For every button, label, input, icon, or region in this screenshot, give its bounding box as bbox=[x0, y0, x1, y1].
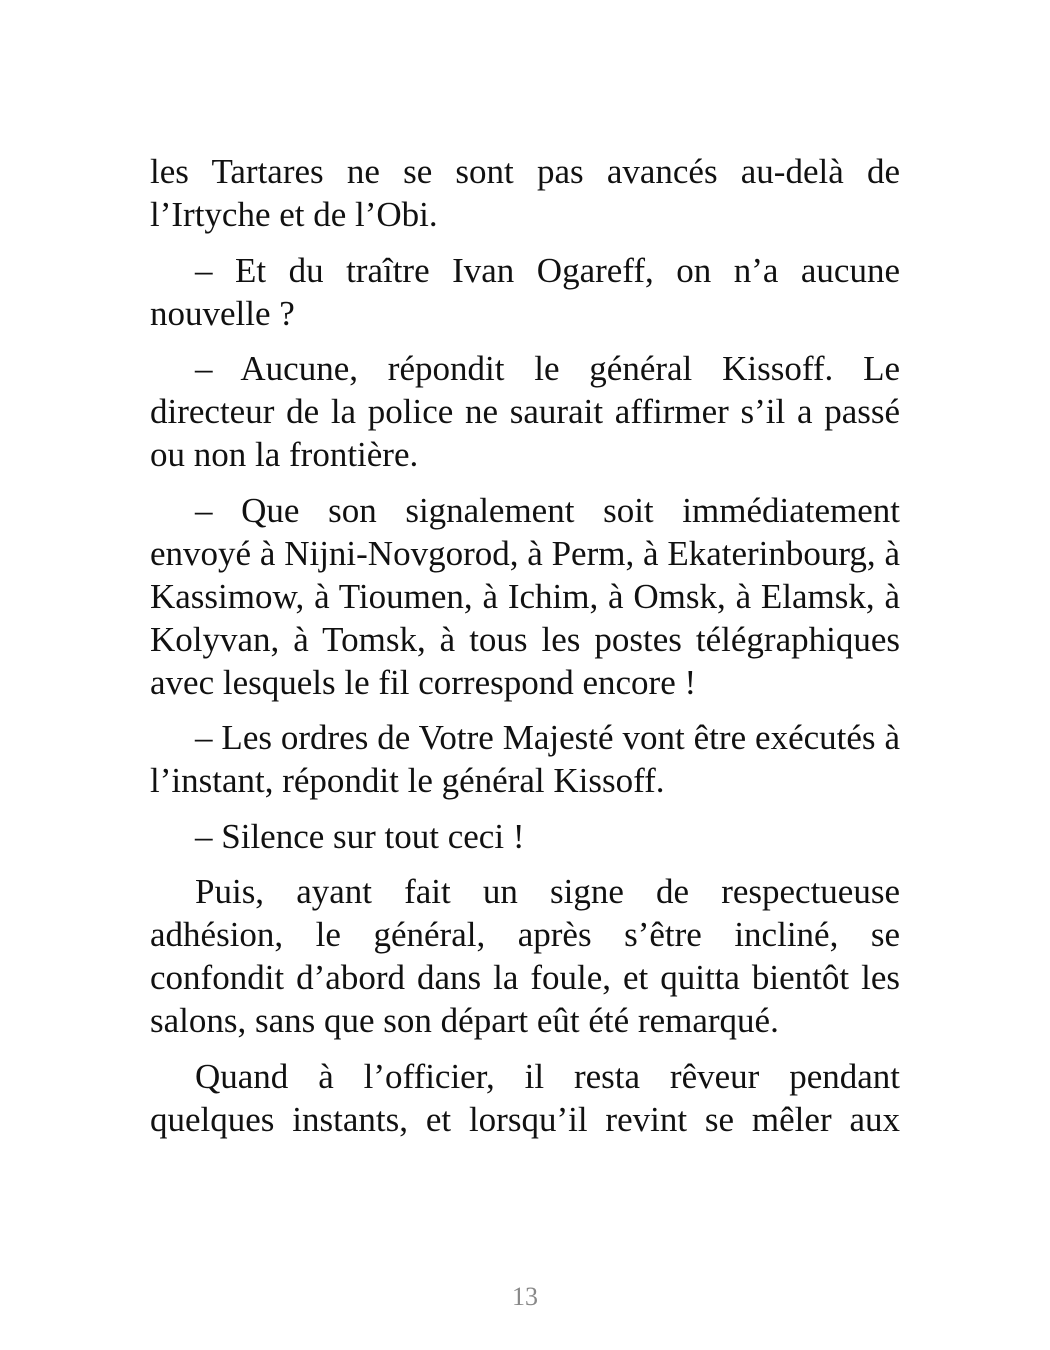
paragraph: – Et du traître Ivan Ogareff, on n’a aucune nouvelle ? bbox=[150, 250, 900, 333]
paragraph: les Tartares ne se sont pas avancés au-delà de l’Irtyche et de l’Obi. bbox=[150, 152, 900, 234]
paragraph: – Que son signalement soit immédiatement envoyé à Nijni-Novgorod, à Perm, à Ekaterinbourg, à Kassimow, à Tioumen, à Ichim, à Omsk, à Elamsk, à Kolyvan, à Tomsk, à tous les postes télégraphiques avec lesquels le fil correspond encore ! bbox=[150, 490, 900, 702]
page-number: 13 bbox=[512, 1282, 538, 1311]
paragraph: Quand à l’officier, il resta rêveur pendant quelques instants, et lorsqu’il revint se mêler aux bbox=[150, 1056, 900, 1139]
page-body bbox=[150, 150, 900, 1153]
paragraph: – Les ordres de Votre Majesté vont être exécutés à l’instant, répondit le général Kissoff. bbox=[150, 718, 900, 800]
paragraph: Puis, ayant fait un signe de respectueuse adhésion, le général, après s’être incliné, se confondit d’abord dans la foule, et quitta bientôt les salons, sans que son départ eût été remarqué. bbox=[150, 872, 900, 1040]
paragraph: – Silence sur tout ceci ! bbox=[195, 816, 525, 856]
paragraph: – Aucune, répondit le général Kissoff. Le directeur de la police ne saurait affirmer s’il a passé ou non la frontière. bbox=[150, 349, 900, 474]
